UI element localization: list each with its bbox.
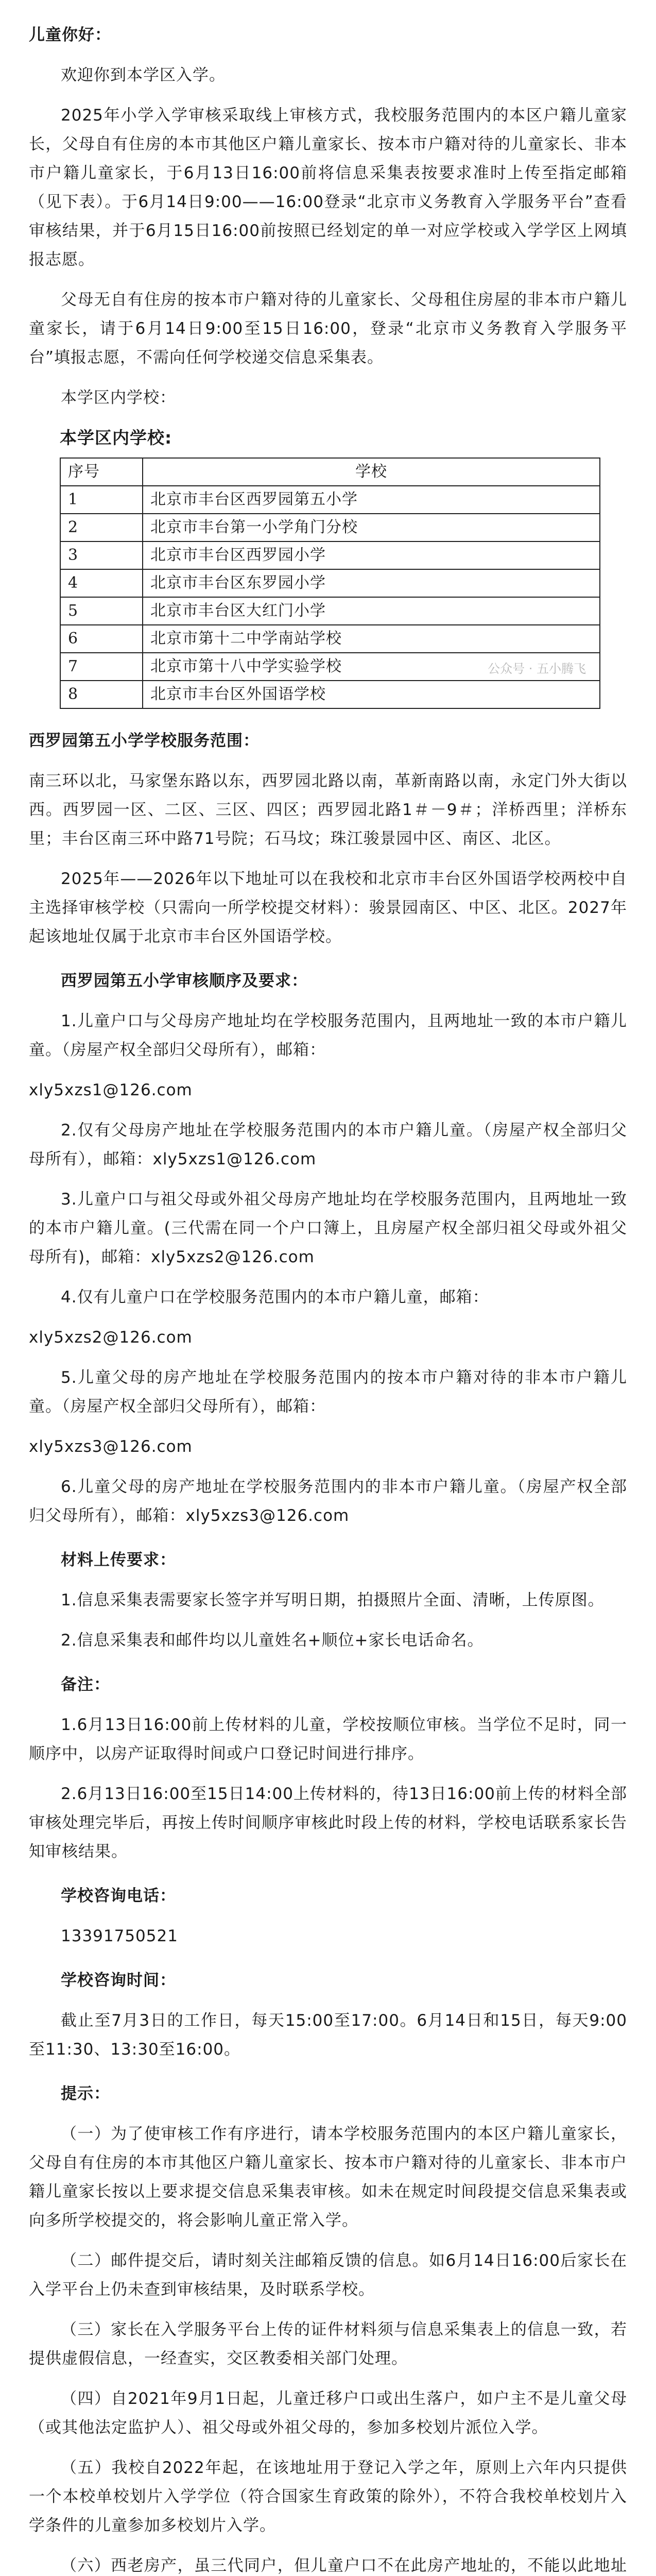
row-index: 4 <box>60 569 143 597</box>
table-header-row <box>60 458 600 486</box>
scope-note: 2025年——2026年以下地址可以在我校和北京市丰台区外国语学校两校中自主选择审核学校（只需向一所学校提交材料）：骏景园南区、中区、北区。2027年起该地址仅属于北京市丰台区外国语学校。 <box>29 870 627 946</box>
table-row <box>60 514 600 541</box>
hours-title: 学校咨询时间： <box>61 1971 176 1990</box>
requirements-title: 西罗园第五小学审核顺序及要求： <box>61 972 308 990</box>
school-table-title: 本学区内学校: <box>60 428 172 448</box>
materials-item: 2.信息采集表和邮件均以儿童姓名+顺位+家长电话命名。 <box>61 1631 484 1650</box>
row-index: 5 <box>60 597 143 625</box>
requirement-item: 2.仅有父母房产地址在学校服务范围内的本市户籍儿童。（房屋产权全部归父母所有），邮箱：xly5xzs1@126.com <box>29 1121 627 1168</box>
header-school: 学校 <box>143 458 600 486</box>
hours-text: 截止至7月3日的工作日，每天15:00至17:00。6月14日和15日，每天9:00至11:30、13:30至16:00。 <box>29 2011 627 2059</box>
requirement-email: xly5xzs1@126.com <box>29 1081 193 1099</box>
table-row <box>60 625 600 653</box>
row-index: 3 <box>60 541 143 569</box>
row-school: 北京市丰台区东罗园小学 <box>143 569 600 597</box>
scope-title: 西罗园第五小学学校服务范围： <box>29 732 260 750</box>
tips-item: （三）家长在入学服务平台上传的证件材料须与信息采集表上的信息一致，若提供虚假信息，一经查实，交区教委相关部门处理。 <box>29 2320 627 2368</box>
row-index: 1 <box>60 486 143 514</box>
requirement-item: 6.儿童父母的房产地址在学校服务范围内的非本市户籍儿童。（房屋产权全部归父母所有），邮箱：xly5xzs3@126.com <box>29 1478 627 1525</box>
greeting: 儿童你好： <box>29 26 111 44</box>
row-school: 北京市第十二中学南站学校 <box>143 625 600 653</box>
table-row <box>60 486 600 514</box>
requirement-item: 4.仅有儿童户口在学校服务范围内的本市户籍儿童，邮箱： <box>61 1288 489 1307</box>
requirement-item: 5.儿童父母的房产地址在学校服务范围内的按本市户籍对待的非本市户籍儿童。（房屋产权全部归父母所有），邮箱： <box>29 1368 627 1416</box>
scope-text: 南三环以北，马家堡东路以东，西罗园北路以南，革新南路以南，永定门外大街以西。西罗园一区、二区、三区、四区；西罗园北路1＃－9＃；洋桥西里；洋桥东里；丰台区南三环中路71号院；石马坟；珠江骏景园中区、南区、北区。 <box>29 772 627 848</box>
requirement-email: xly5xzs2@126.com <box>29 1328 193 1347</box>
row-index: 6 <box>60 625 143 653</box>
tips-item: （一）为了使审核工作有序进行，请本学校服务范围内的本区户籍儿童家长，父母自有住房的本市其他区户籍儿童家长、按本市户籍对待的儿童家长、非本市户籍儿童家长按以上要求提交信息采集表审核。如未在规定时间段提交信息采集表或向多所学校提交的，将会影响儿童正常入学。 <box>29 2125 627 2230</box>
intro-no-housing: 父母无自有住房的按本市户籍对待的儿童家长、父母租住房屋的非本市户籍儿童家长，请于6月14日9:00至15日16:00，登录“北京市义务教育入学服务平台”填报志愿，不需向任何学校递交信息采集表。 <box>29 291 627 367</box>
intro-review-method: 2025年小学入学审核采取线上审核方式，我校服务范围内的本区户籍儿童家长，父母自有住房的本市其他区户籍儿童家长、按本市户籍对待的儿童家长、非本市户籍儿童家长，于6月13日16:00前将信息采集表按要求准时上传至指定邮箱（见下表）。于6月14日9:00——16:00登录“北京市义务教育入学服务平台”查看审核结果，并于6月15日16:00前按照已经划定的单一对应学校或入学学区上网填报志愿。 <box>29 106 627 269</box>
requirement-item: 1.儿童户口与父母房产地址均在学校服务范围内，且两地址一致的本市户籍儿童。（房屋产权全部归父母所有），邮箱： <box>29 1012 627 1059</box>
tips-item: （四）自2021年9月1日起，儿童迁移户口或出生落户，如户主不是儿童父母（或其他法定监护人）、祖父母或外祖父母的，参加多校划片派位入学。 <box>29 2389 627 2437</box>
phone-title: 学校咨询电话： <box>61 1887 176 1905</box>
requirement-email: xly5xzs3@126.com <box>29 1437 193 1456</box>
remarks-item: 1.6月13日16:00前上传材料的儿童，学校按顺位审核。当学位不足时，同一顺序中，以房产证取得时间或户口登记时间进行排序。 <box>29 1716 627 1763</box>
table-row <box>60 569 600 597</box>
school-table-section <box>29 423 627 709</box>
row-school: 北京市丰台区西罗园小学 <box>143 541 600 569</box>
row-school: 北京市丰台第一小学角门分校 <box>143 514 600 541</box>
tips-item: （六）西老房产，虽三代同户，但儿童户口不在此房产地址的，不能以此地址 <box>61 2556 627 2575</box>
row-index: 2 <box>60 514 143 541</box>
tips-item: （五）我校自2022年起，在该地址用于登记入学之年，原则上六年内只提供一个本校单校划片入学学位（符合国家生育政策的除外），不符合我校单校划片入学条件的儿童参加多校划片入学。 <box>29 2459 627 2535</box>
materials-item: 1.信息采集表需要家长签字并写明日期，拍摄照片全面、清晰，上传原图。 <box>61 1591 605 1609</box>
wechat-watermark: 公众号 · 五小腾飞 <box>488 662 586 676</box>
remarks-item: 2.6月13日16:00至15日14:00上传材料的，待13日16:00前上传的材料全部审核处理完毕后，再按上传时间顺序审核此时段上传的材料，学校电话联系家长告知审核结果。 <box>29 1785 627 1861</box>
intro-schools-label: 本学区内学校： <box>61 388 176 407</box>
row-index: 7 <box>60 653 143 681</box>
materials-title: 材料上传要求： <box>61 1551 176 1569</box>
table-row <box>60 597 600 625</box>
row-school: 北京市丰台区外国语学校 <box>143 681 600 708</box>
tips-title: 提示： <box>61 2084 110 2103</box>
phone-number: 13391750521 <box>61 1927 178 1945</box>
row-index: 8 <box>60 681 143 708</box>
header-index: 序号 <box>60 458 143 486</box>
intro-welcome: 欢迎你到本学区入学。 <box>61 66 226 84</box>
row-school: 北京市丰台区西罗园第五小学 <box>143 486 600 514</box>
row-school: 北京市丰台区大红门小学 <box>143 597 600 625</box>
requirement-item: 3.儿童户口与祖父母或外祖父母房产地址均在学校服务范围内，且两地址一致的本市户籍儿童。(三代需在同一个户口簿上，且房屋产权全部归祖父母或外祖父母所有)，邮箱：xly5xzs2@126.com <box>29 1190 627 1266</box>
table-row <box>60 541 600 569</box>
row-school: 北京市第十八中学实验学校 <box>143 653 600 681</box>
remarks-title: 备注： <box>61 1675 110 1694</box>
tips-item: （二）邮件提交后，请时刻关注邮箱反馈的信息。如6月14日16:00后家长在入学平台上仍未查到审核结果，及时联系学校。 <box>29 2251 627 2299</box>
table-row <box>60 681 600 708</box>
